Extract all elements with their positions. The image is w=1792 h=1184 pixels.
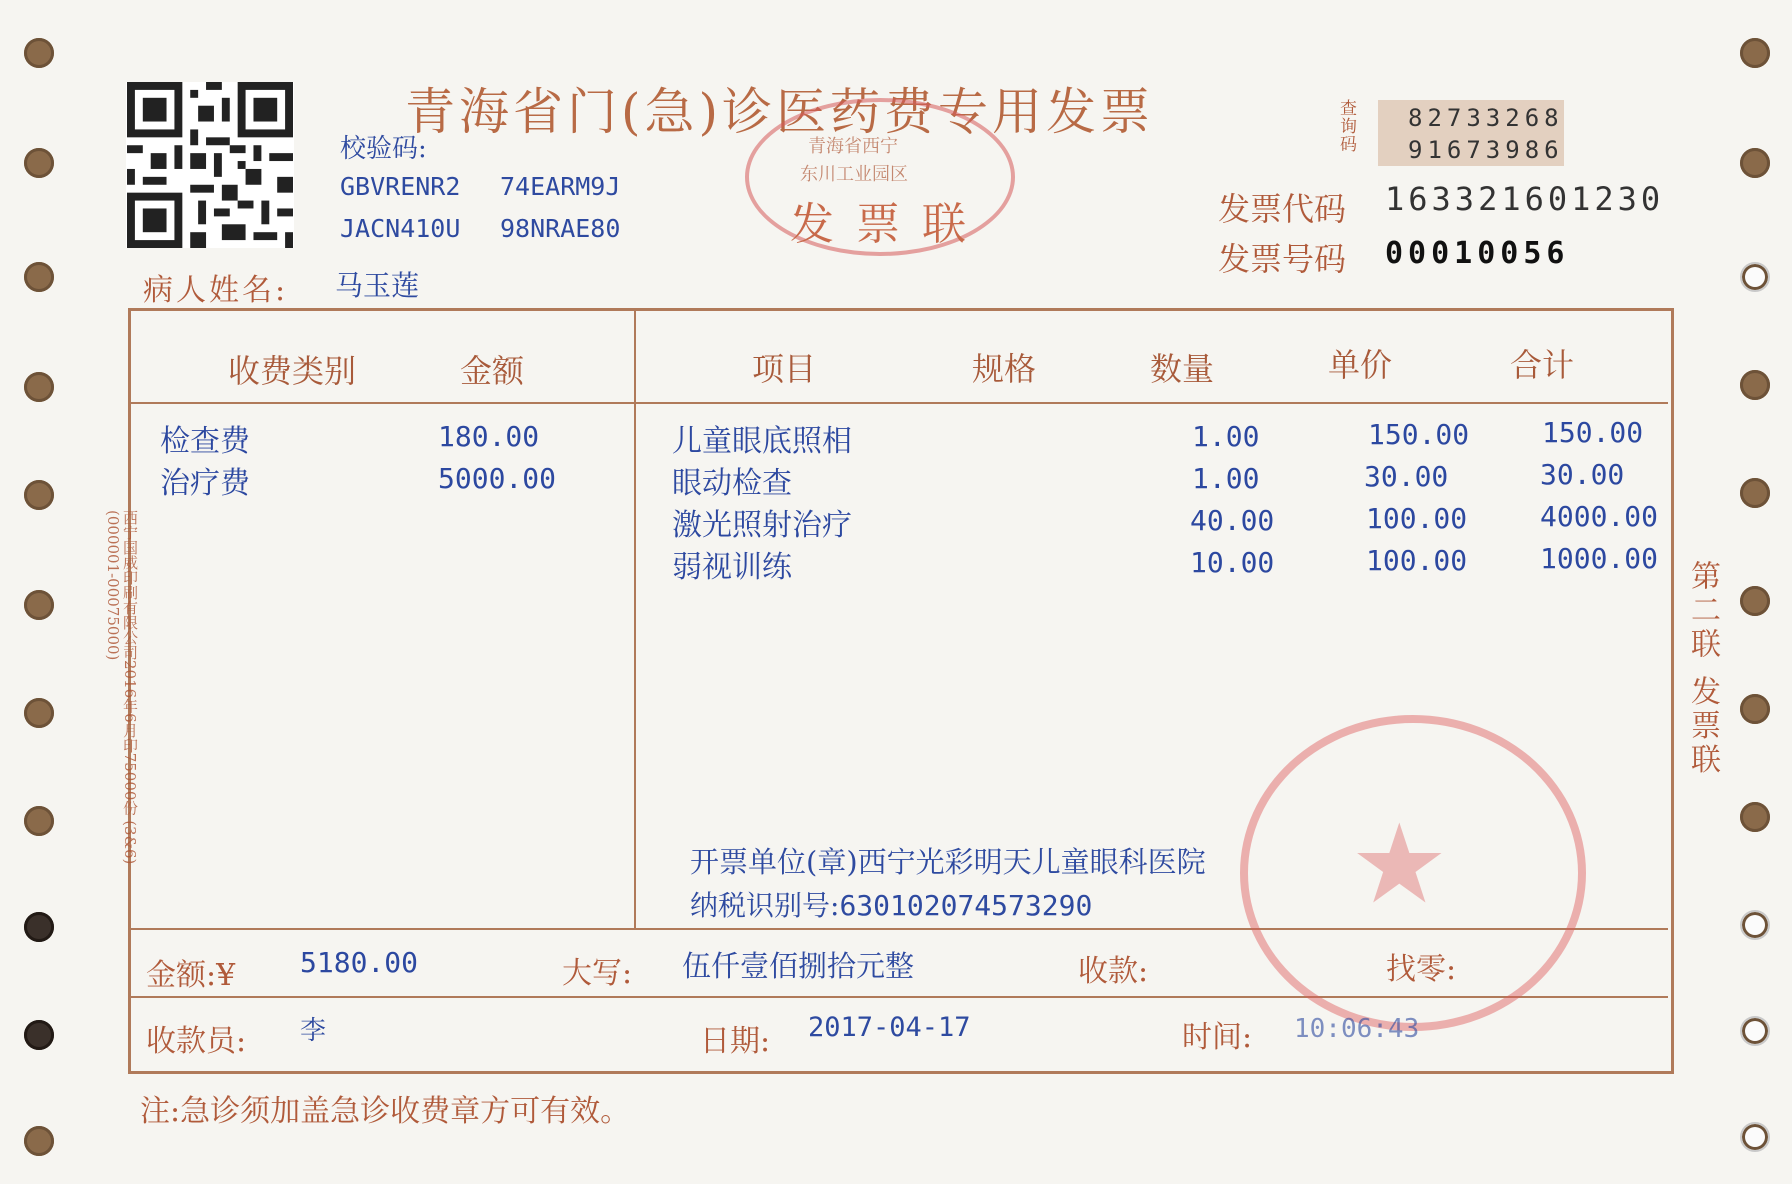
table-divider: [130, 402, 1668, 404]
item-qty: 10.00: [1190, 546, 1275, 579]
verify-label: 校验码:: [340, 134, 427, 164]
change-label: 找零:: [1386, 952, 1457, 987]
qr-code-icon: [126, 82, 294, 248]
verify-code: 74EARM9J: [500, 172, 621, 201]
stamp-text: 青海省西宁: [808, 136, 898, 157]
issuer-name: 西宁光彩明天儿童眼科医院: [857, 845, 1206, 879]
feed-hole: [1740, 478, 1770, 508]
item-qty: 1.00: [1192, 462, 1260, 495]
cashier-label: 收款员:: [146, 1024, 247, 1059]
header-qty: 数量: [1150, 350, 1215, 388]
feed-hole: [1740, 262, 1770, 292]
item-total: 4000.00: [1540, 500, 1659, 533]
item-name: 激光照射治疗: [672, 508, 852, 543]
cashier-name: 李: [300, 1016, 327, 1046]
category-name: 检查费: [160, 424, 250, 459]
item-price: 150.00: [1368, 418, 1470, 451]
feed-hole: [1740, 910, 1770, 940]
header-item: 项目: [752, 350, 817, 388]
printer-imprint: 西宁国威印刷有限公司2016年6月印75000份 (3&6)(000001-00075000): [104, 510, 139, 865]
feed-hole: [1740, 148, 1770, 178]
item-price: 100.00: [1366, 502, 1468, 535]
copy-side-label: 第二联 发票联: [1685, 560, 1720, 778]
feed-hole: [24, 262, 54, 292]
tax-id-line: [690, 884, 1092, 924]
feed-hole: [24, 698, 54, 728]
category-amount: 5000.00: [438, 462, 557, 495]
header-amount: 金额: [460, 352, 525, 390]
header-total: 合计: [1510, 346, 1575, 384]
feed-hole: [24, 480, 54, 510]
feed-hole: [1740, 694, 1770, 724]
stamp-text: 东川工业园区: [800, 164, 908, 185]
feed-hole: [1740, 370, 1770, 400]
feed-hole: [1740, 586, 1770, 616]
query-code-2: 91673986: [1408, 136, 1564, 164]
category-name: 治疗费: [160, 466, 250, 501]
capital-amount: 伍仟壹佰捌拾元整: [682, 949, 915, 983]
issuer-line: [690, 840, 1206, 881]
verify-code: GBVRENR2: [340, 172, 461, 201]
feed-hole: [1740, 1122, 1770, 1152]
time-value: 10:06:43: [1294, 1014, 1420, 1044]
query-code-1: 82733268: [1408, 104, 1564, 132]
feed-hole: [1740, 802, 1770, 832]
received-label: 收款:: [1078, 954, 1149, 989]
invoice-title: 青海省门(急)诊医药费专用发票: [405, 83, 1155, 141]
feed-hole: [24, 1020, 54, 1050]
item-total: 1000.00: [1540, 542, 1659, 575]
item-name: 眼动检查: [672, 466, 792, 501]
copy-label: 发票联: [790, 199, 988, 250]
date-label: 日期:: [700, 1024, 771, 1059]
date-value: 2017-04-17: [808, 1012, 971, 1043]
patient-name: 马玉莲: [335, 269, 420, 302]
item-price: 30.00: [1364, 460, 1449, 493]
capital-label: 大写:: [562, 956, 633, 991]
invoice-code-label: 发票代码: [1218, 190, 1347, 228]
time-label: 时间:: [1182, 1020, 1253, 1055]
item-price: 100.00: [1366, 544, 1468, 577]
verify-code: 98NRAE80: [500, 214, 621, 243]
item-name: 儿童眼底照相: [672, 424, 852, 459]
issuer-label: 开票单位(章): [690, 845, 858, 879]
item-qty: 40.00: [1190, 504, 1275, 537]
feed-hole: [24, 148, 54, 178]
header-spec: 规格: [972, 350, 1037, 388]
tax-id: 630102074573290: [839, 889, 1093, 922]
footer-note: 注:急诊须加盖急诊收费章方可有效。: [140, 1094, 631, 1129]
amount-label: 金额:¥: [146, 958, 236, 993]
feed-hole: [1740, 38, 1770, 68]
category-amount: 180.00: [438, 420, 540, 453]
feed-hole: [24, 38, 54, 68]
item-qty: 1.00: [1192, 420, 1260, 453]
header-category: 收费类别: [228, 352, 357, 390]
feed-hole: [24, 806, 54, 836]
seal-star-icon: ★: [1350, 800, 1449, 928]
feed-hole: [24, 590, 54, 620]
feed-hole: [1740, 1016, 1770, 1046]
verify-code: JACN410U: [340, 214, 461, 243]
item-name: 弱视训练: [672, 550, 792, 585]
patient-label: 病人姓名:: [143, 273, 289, 308]
invoice-code: 163321601230: [1385, 180, 1665, 218]
query-code-label: 查询码: [1340, 99, 1357, 155]
feed-hole: [24, 372, 54, 402]
item-total: 30.00: [1540, 458, 1625, 491]
feed-hole: [24, 1126, 54, 1156]
header-price: 单价: [1328, 346, 1393, 384]
feed-hole: [24, 912, 54, 942]
item-total: 150.00: [1542, 416, 1644, 449]
invoice-no-label: 发票号码: [1218, 240, 1347, 278]
tax-id-label: 纳税识别号:: [690, 889, 840, 922]
amount-value: 5180.00: [300, 946, 419, 979]
invoice-number: 00010056: [1385, 236, 1570, 271]
